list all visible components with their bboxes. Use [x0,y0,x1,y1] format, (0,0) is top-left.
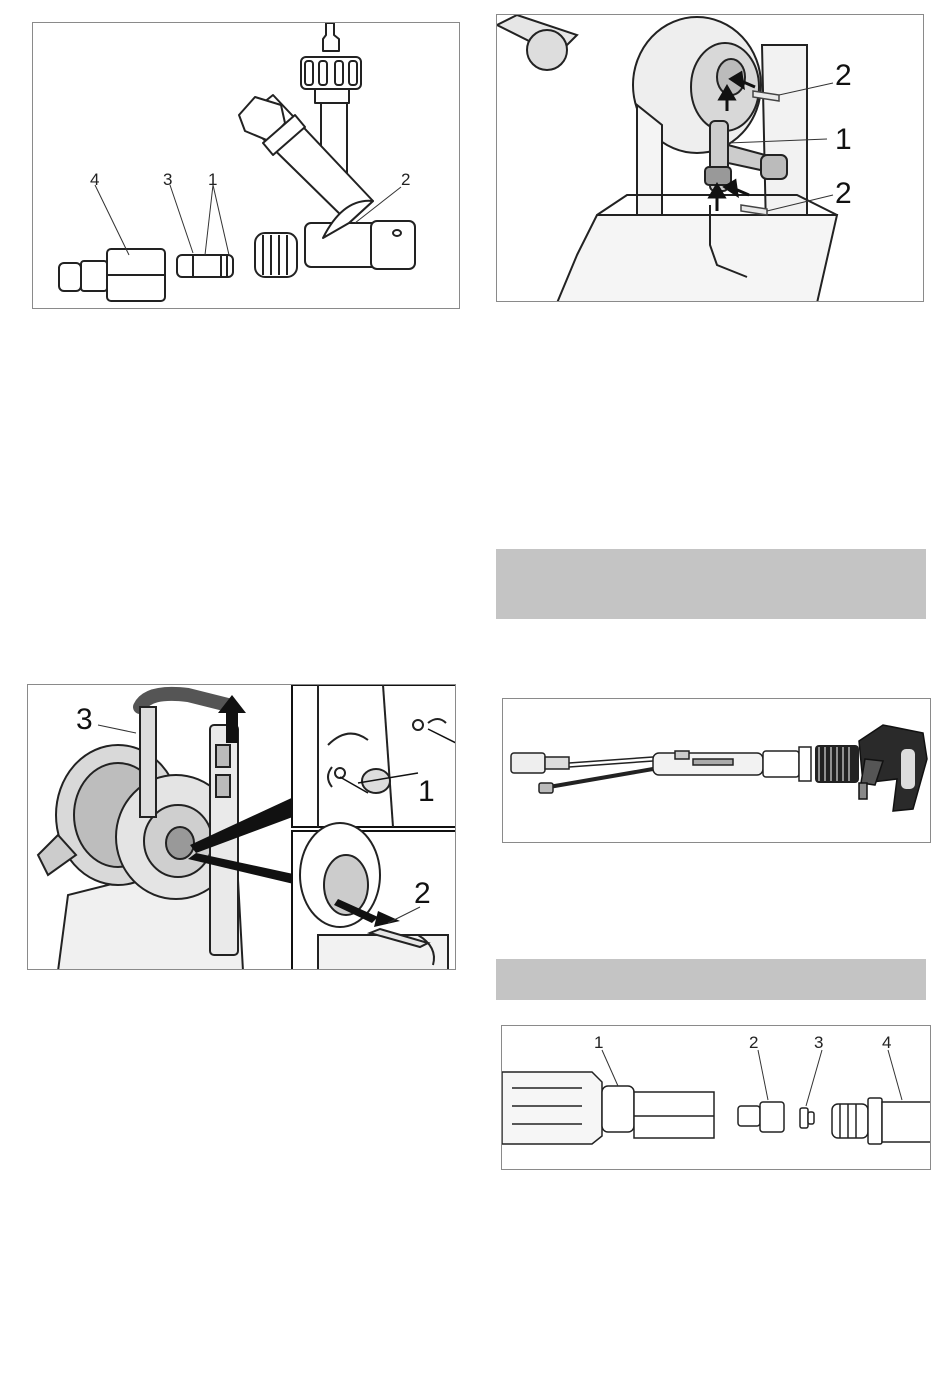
callout-1: 1 [208,170,218,189]
callout-1: 1 [594,1033,604,1052]
figure-lance-connection [501,1025,931,1170]
figure-injector-parts [32,22,460,309]
callout-4: 4 [882,1033,892,1052]
figure-spray-gun-lances [502,698,931,843]
figure-injector-mounting [496,14,924,302]
section-heading-bar-1 [496,549,926,619]
callout-1: 1 [835,123,852,156]
injector-mounting-drawing [497,15,924,302]
callout-3: 3 [163,170,173,189]
callout-2: 2 [749,1033,759,1052]
section-heading-bar-2 [496,959,926,1000]
callout-2: 2 [401,170,411,189]
callout-4: 4 [90,170,100,189]
callout-2: 2 [414,877,431,910]
injector-parts-drawing [33,23,460,309]
callout-3: 3 [76,703,93,736]
lance-connection-drawing [502,1026,931,1170]
hose-reel-drawing [28,685,456,970]
callout-2-top: 2 [835,59,852,92]
callout-3: 3 [814,1033,824,1052]
callout-2-bottom: 2 [835,177,852,210]
callout-1: 1 [418,775,435,808]
spray-gun-drawing [503,699,931,843]
figure-hose-reel-removal [27,684,456,970]
